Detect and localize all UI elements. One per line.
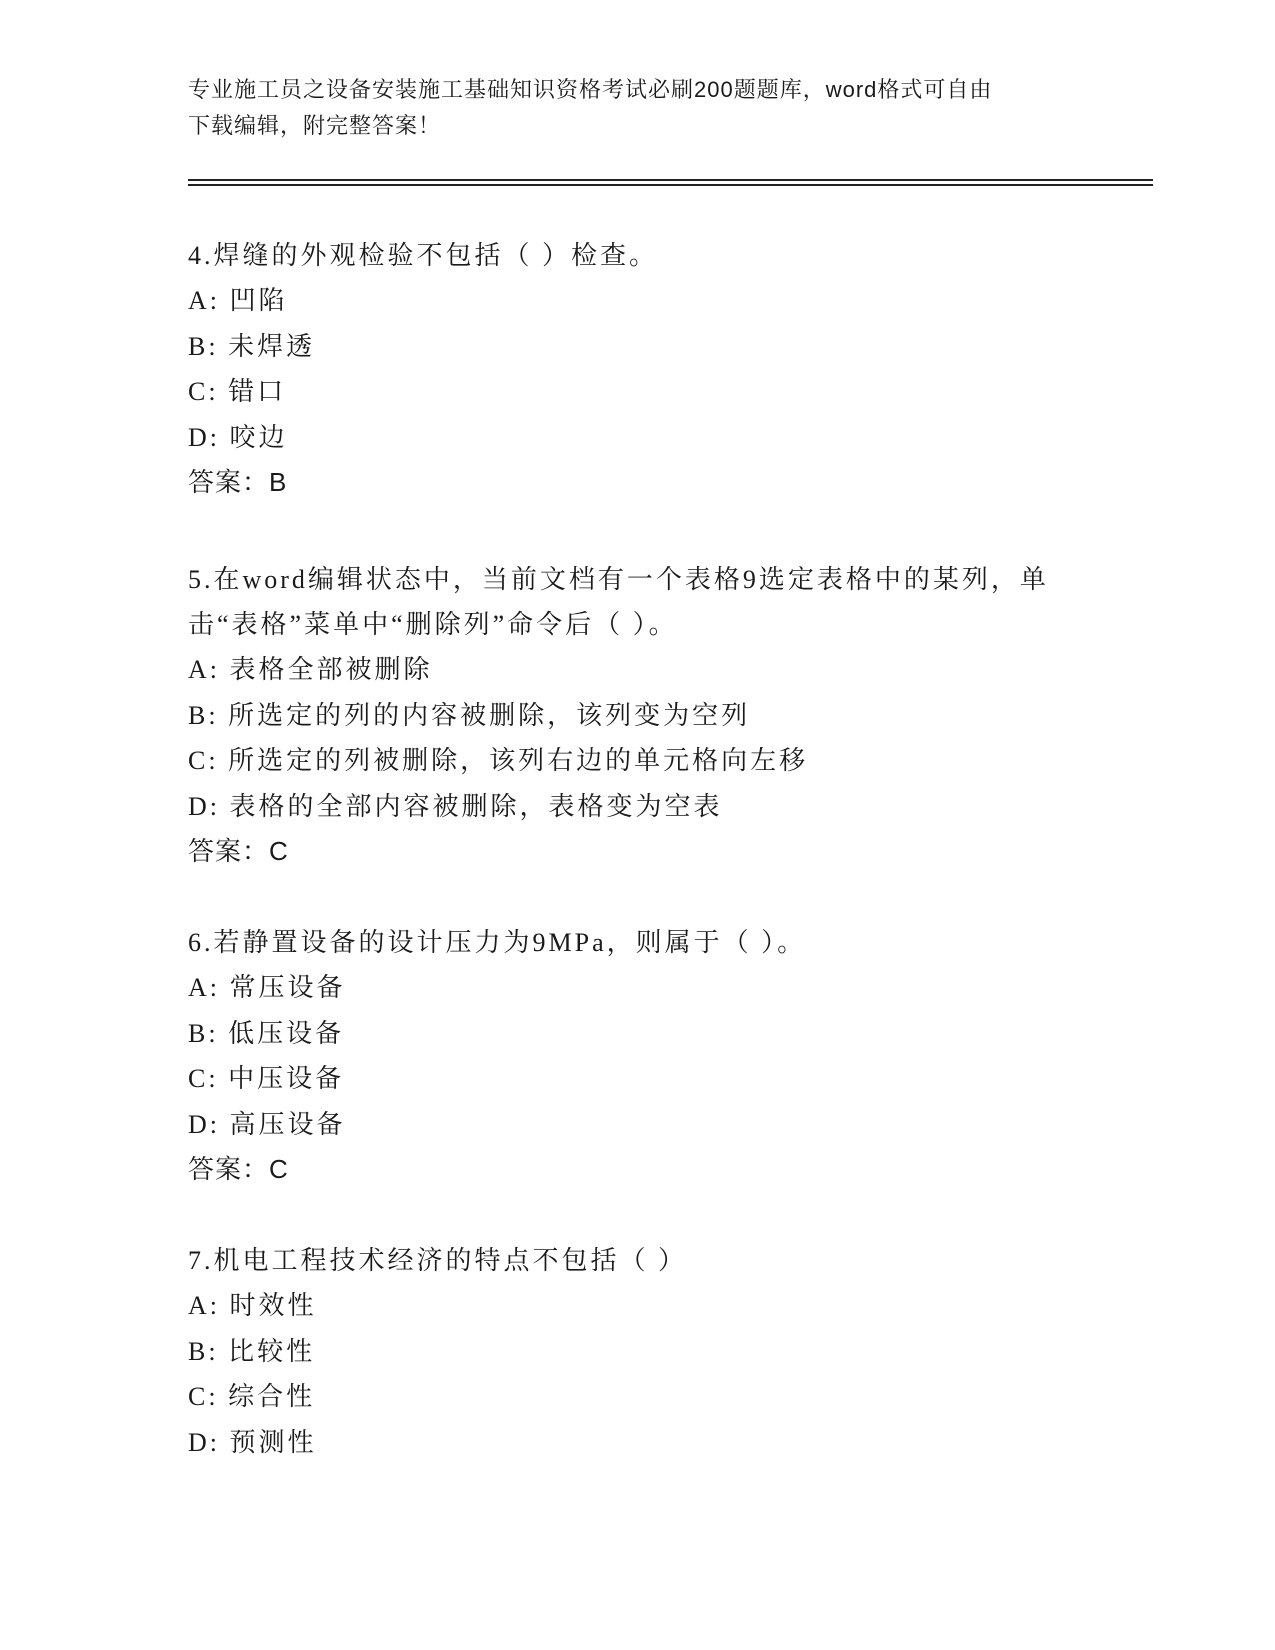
option-c: C: 中压设备 — [188, 1064, 345, 1093]
option-d: D: 咬边 — [188, 422, 288, 452]
answer: 答案：C — [188, 1154, 289, 1184]
question-stem: 4.焊缝的外观检验不包括（ ）检查。 — [188, 241, 659, 270]
question-5 — [188, 557, 1088, 874]
option-b: B: 低压设备 — [188, 1018, 345, 1048]
header-divider-top — [188, 179, 1153, 181]
option-b: B: 未焊透 — [188, 331, 316, 361]
option-d: D: 预测性 — [188, 1427, 317, 1457]
header-line-2: 下载编辑，附完整答案！ — [188, 113, 442, 138]
option-a: A: 常压设备 — [188, 973, 346, 1002]
header-line-1: 专业施工员之设备安装施工基础知识资格考试必刷200题题库，word格式可自由 — [188, 77, 993, 102]
question-6 — [188, 920, 1088, 1192]
option-d: D: 高压设备 — [188, 1109, 346, 1139]
option-b: B: 比较性 — [188, 1336, 316, 1366]
option-d: D: 表格的全部内容被删除，表格变为空表 — [188, 791, 723, 821]
document-header — [188, 72, 1088, 144]
question-7 — [188, 1238, 1088, 1465]
header-divider-bottom — [188, 184, 1153, 186]
question-stem: 5.在word编辑状态中，当前文档有一个表格9选定表格中的某列，单 — [188, 565, 1049, 594]
question-stem: 6.若静置设备的设计压力为9MPa，则属于（ ）。 — [188, 928, 807, 957]
option-c: C: 所选定的列被删除，该列右边的单元格向左移 — [188, 746, 809, 775]
question-stem: 7.机电工程技术经济的特点不包括（ ） — [188, 1246, 688, 1275]
answer: 答案：C — [188, 836, 289, 866]
option-a: A: 凹陷 — [188, 286, 288, 315]
question-4 — [188, 233, 1088, 505]
option-a: A: 时效性 — [188, 1291, 317, 1320]
question-stem-continued: 击“表格”菜单中“删除列”命令后（ ）。 — [188, 610, 678, 639]
option-a: A: 表格全部被删除 — [188, 655, 433, 684]
option-b: B: 所选定的列的内容被删除，该列变为空列 — [188, 700, 751, 730]
answer: 答案：B — [188, 467, 288, 497]
option-c: C: 错口 — [188, 377, 287, 406]
option-c: C: 综合性 — [188, 1382, 316, 1411]
